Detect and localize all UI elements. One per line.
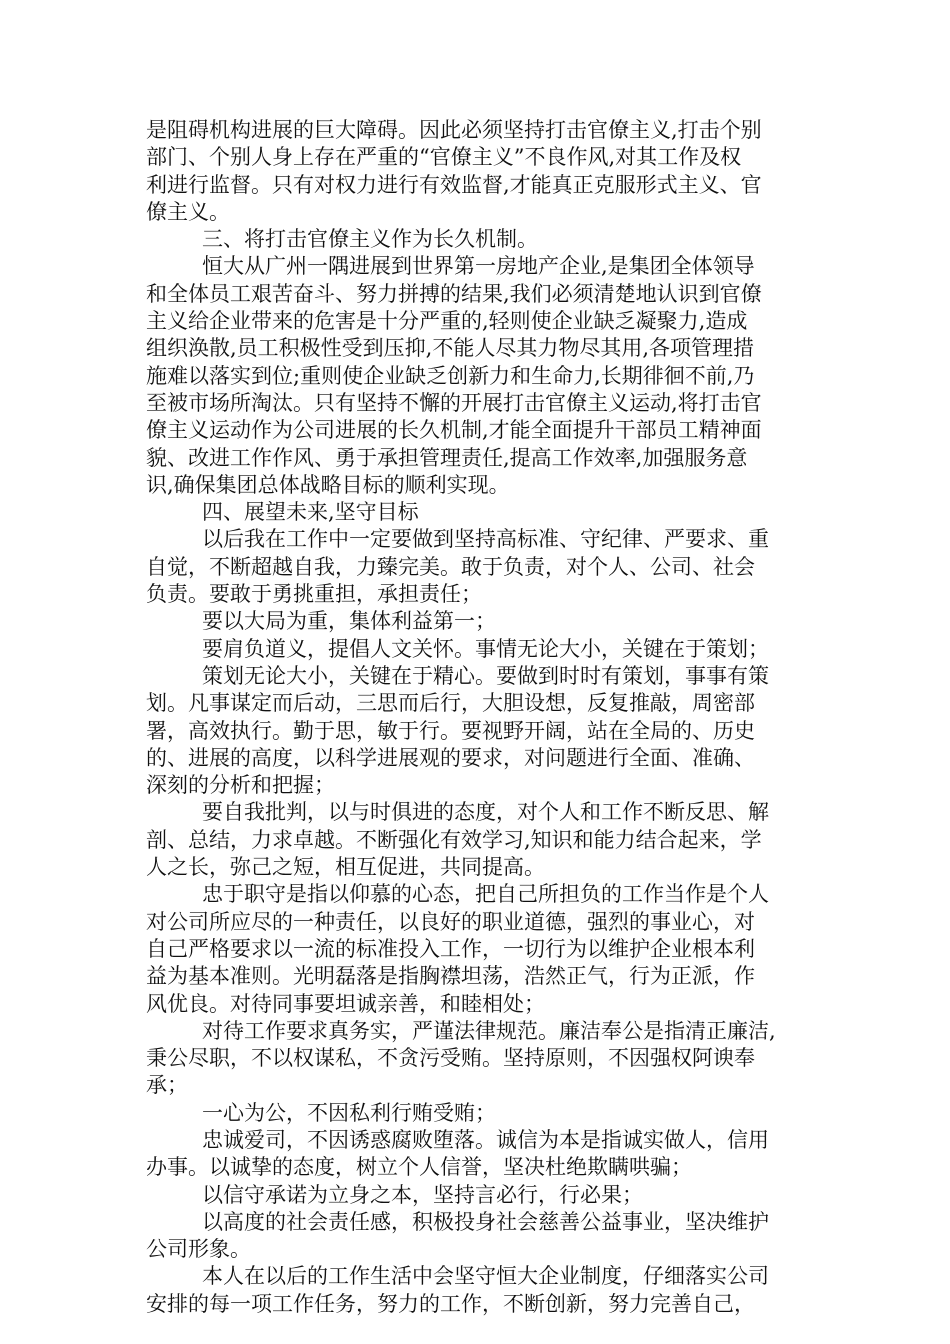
text-line: 和全体员工艰苦奋斗、努力拼搏的结果,我们必须清楚地认识到官僚 (146, 281, 762, 306)
text-line: 僚主义运动作为公司进展的长久机制,才能全面提升干部员工精神面 (146, 418, 762, 443)
text-line: 组织涣散,员工积极性受到压抑,不能人尽其力物尽其用,各项管理措 (146, 336, 755, 361)
text-line: 的、进展的高度，以科学进展观的要求，对问题进行全面、准确、 (146, 745, 755, 770)
text-line: 以高度的社会责任感，积极投身社会慈善公益事业，坚决维护 (202, 1209, 769, 1234)
text-line: 主义给企业带来的危害是十分严重的,轻则使企业缺乏凝聚力,造成 (146, 309, 748, 334)
text-line: 识,确保集团总体战略目标的顺利实现。 (146, 472, 510, 497)
text-line: 秉公尽职，不以权谋私，不贪污受贿。坚持原则，不因强权阿谀奉 (146, 1046, 755, 1071)
text-line: 人之长，弥己之短，相互促进，共同提高。 (146, 855, 545, 880)
text-line: 施难以落实到位;重则使企业缺乏创新力和生命力,长期徘徊不前,乃 (146, 363, 755, 388)
text-line: 僚主义。 (146, 199, 230, 224)
text-line: 对公司所应尽的一种责任，以良好的职业道德，强烈的事业心，对 (146, 909, 755, 934)
text-line: 利进行监督。只有对权力进行有效监督,才能真正克服形式主义、官 (146, 172, 762, 197)
text-line: 至被市场所淘汰。只有坚持不懈的开展打击官僚主义运动,将打击官 (146, 390, 762, 415)
text-line: 一心为公，不因私利行贿受贿； (202, 1100, 496, 1125)
text-line: 以后我在工作中一定要做到坚持高标准、守纪律、严要求、重 (202, 527, 769, 552)
text-line: 恒大从广州一隅进展到世界第一房地产企业,是集团全体领导 (202, 254, 755, 279)
text-line: 承； (146, 1073, 188, 1098)
text-line: 划。凡事谋定而后动，三思而后行，大胆设想，反复推敲，周密部 (146, 691, 755, 716)
text-line: 本人在以后的工作生活中会坚守恒大企业制度，仔细落实公司 (202, 1264, 769, 1289)
text-line: 安排的每一项工作任务，努力的工作，不断创新，努力完善自己， (146, 1291, 755, 1316)
text-line: 办事。以诚挚的态度，树立个人信誉，坚决杜绝欺瞒哄骗； (146, 1155, 692, 1180)
text-line: 策划无论大小，关键在于精心。要做到时时有策划，事事有策 (202, 663, 769, 688)
text-line: 风优良。对待同事要坦诚亲善，和睦相处； (146, 991, 545, 1016)
text-line: 是阻碍机构进展的巨大障碍。因此必须坚持打击官僚主义,打击个别 (146, 118, 762, 142)
text-line: 四、展望未来,坚守目标 (202, 500, 419, 525)
text-line: 部门、个别人身上存在严重的“官僚主义”不良作风,对其工作及权 (146, 145, 742, 170)
text-line: 对待工作要求真务实，严谨法律规范。廉洁奉公是指清正廉洁, (202, 1018, 776, 1043)
document-body (146, 117, 810, 1318)
text-line: 剖、总结，力求卓越。不断强化有效学习,知识和能力结合起来，学 (146, 827, 762, 852)
text-line: 自己严格要求以一流的标准投入工作，一切行为以维护企业根本利 (146, 936, 755, 961)
text-line: 要肩负道义，提倡人文关怀。事情无论大小，关键在于策划； (202, 636, 769, 661)
text-line: 忠诚爱司，不因诱惑腐败堕落。诚信为本是指诚实做人，信用 (202, 1127, 769, 1152)
text-line: 署，高效执行。勤于思，敏于行。要视野开阔，站在全局的、历史 (146, 718, 755, 743)
text-line: 深刻的分析和把握； (146, 773, 335, 798)
text-line: 自觉，不断超越自我，力臻完美。敢于负责，对个人、公司、社会 (146, 554, 755, 579)
text-line: 益为基本准则。光明磊落是指胸襟坦荡，浩然正气，行为正派，作 (146, 964, 755, 989)
text-line: 要自我批判，以与时俱进的态度，对个人和工作不断反思、解 (202, 800, 769, 825)
text-line: 要以大局为重，集体利益第一； (202, 609, 496, 634)
text-line: 以信守承诺为立身之本，坚持言必行，行必果； (202, 1182, 643, 1207)
text-line: 忠于职守是指以仰慕的心态，把自己所担负的工作当作是个人 (202, 882, 769, 907)
text-line: 貌、改进工作作风、勇于承担管理责任,提高工作效率,加强服务意 (146, 445, 748, 470)
text-line: 三、将打击官僚主义作为长久机制。 (202, 227, 538, 252)
text-line: 负责。要敢于勇挑重担，承担责任； (146, 582, 482, 607)
text-line: 公司形象。 (146, 1237, 251, 1262)
